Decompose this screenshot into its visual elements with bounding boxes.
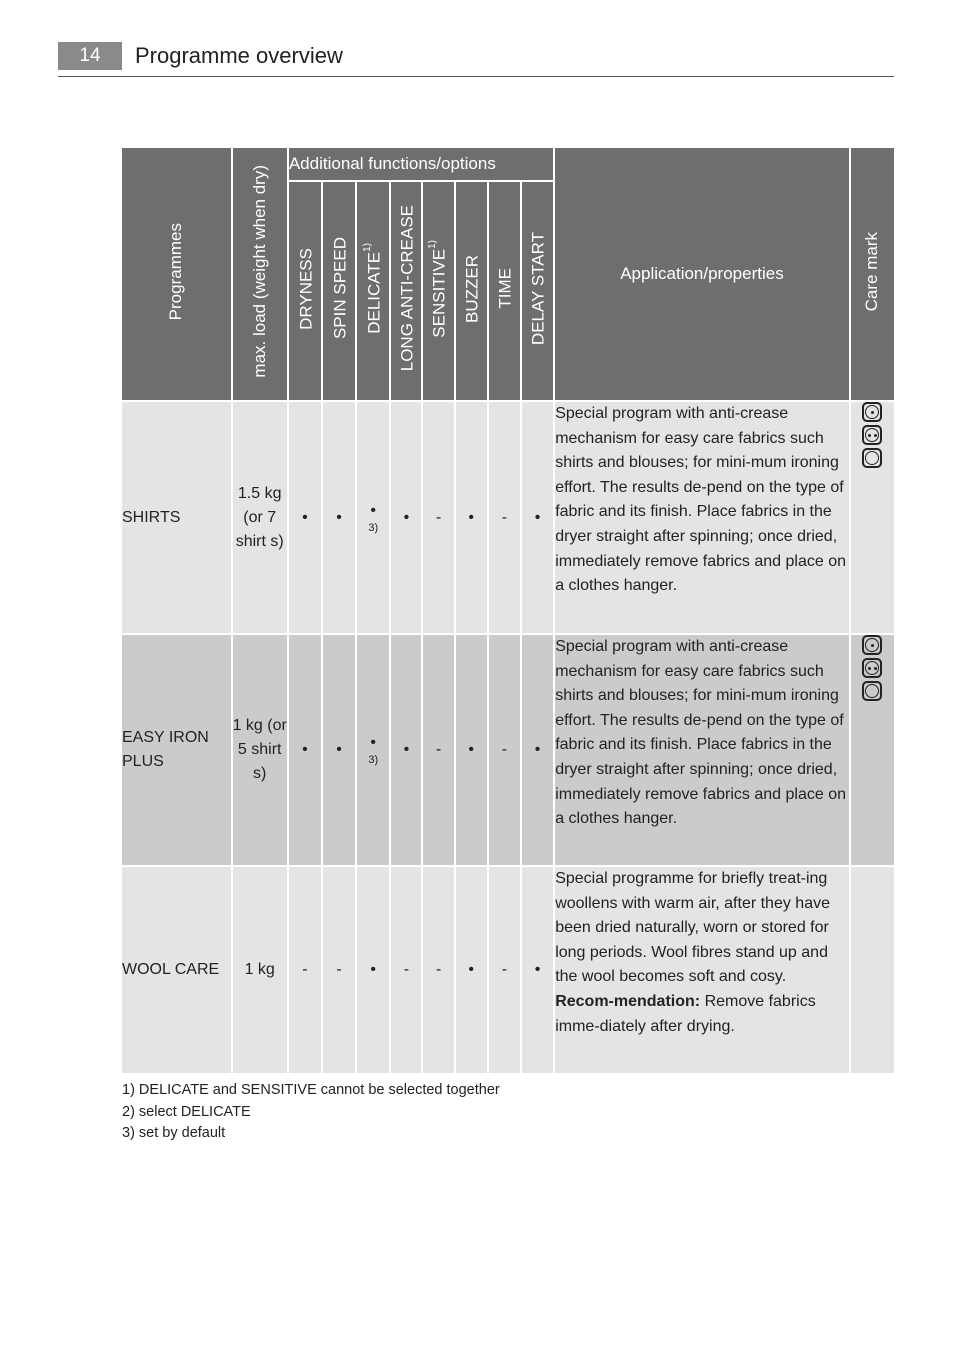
footnote-ref: 3) (368, 754, 379, 766)
tumble-dry-icon (862, 681, 882, 701)
application-text: Special program with anti-crease mechanism for easy care fabrics such shirts and blouses; for mini-mum ironing effort. The results de-pend on the type of fabric and its finish. Place fabrics in the dryer straight after spinning; once dried, immediately remove fabrics and place on a clothes hanger. (555, 635, 849, 865)
max-load-value: 1 kg (233, 867, 287, 1073)
mark-spin-speed: • (323, 402, 355, 633)
page-title: Programme overview (135, 43, 343, 68)
table-row (122, 402, 894, 633)
recommendation-label: Recom-mendation: (555, 992, 701, 1010)
max-load-value: 1.5 kg (or 7 shirt s) (233, 402, 287, 633)
mark-time: - (489, 867, 520, 1073)
care-mark-cell (851, 635, 894, 865)
mark-dryness: • (289, 402, 321, 633)
tumble-dry-icon (862, 448, 882, 468)
table-row (122, 635, 894, 865)
header-sensitive: SENSITIVE$^{1)}$ (423, 182, 453, 400)
care-mark-cell (851, 402, 894, 633)
mark-delay-start: • (522, 402, 553, 633)
mark-sensitive: - (423, 867, 453, 1073)
header-buzzer: BUZZER (456, 182, 487, 400)
max-load-value: 1 kg (or 5 shirt s) (233, 635, 287, 865)
header-long-anti-crease: LONG ANTI-CREASE (391, 182, 421, 400)
mark-long-anti-crease: • (391, 402, 421, 633)
mark-buzzer: • (456, 867, 487, 1073)
programme-table (120, 146, 896, 1075)
tumble-dry-normal-icon (862, 658, 882, 678)
mark-delicate: • 3) (357, 402, 389, 633)
application-text: Special program with anti-crease mechanism for easy care fabrics such shirts and blouses; for mini-mum ironing effort. The results de-pend on the type of fabric and its finish. Place fabrics in the dryer straight after spinning; once dried, immediately remove fabrics and place on a clothes hanger. (555, 402, 849, 633)
page-header (58, 40, 894, 77)
tumble-dry-low-icon (862, 402, 882, 422)
header-programmes: Programmes (122, 148, 231, 400)
mark-delay-start: • (522, 635, 553, 865)
mark-spin-speed: - (323, 867, 355, 1073)
header-spin-speed: SPIN SPEED (323, 182, 355, 400)
mark-sensitive: - (423, 402, 453, 633)
care-mark-cell (851, 867, 894, 1073)
programme-name: WOOL CARE (122, 867, 231, 1073)
mark-delicate: • (357, 867, 389, 1073)
mark-sensitive: - (423, 635, 453, 865)
programme-name: EASY IRON PLUS (122, 635, 231, 865)
mark-delay-start: • (522, 867, 553, 1073)
header-delicate: DELICATE$^{1)}$ (357, 182, 389, 400)
footnote: 2) select DELICATE (122, 1103, 251, 1120)
mark-dryness: - (289, 867, 321, 1073)
table-row (122, 867, 894, 1073)
footnotes (122, 1080, 500, 1145)
mark-long-anti-crease: - (391, 867, 421, 1073)
footnote-ref: 3) (368, 521, 379, 534)
mark-long-anti-crease: • (391, 635, 421, 865)
header-dryness: DRYNESS (289, 182, 321, 400)
programme-name: SHIRTS (122, 402, 231, 633)
header-delay-start: DELAY START (522, 182, 553, 400)
mark-dryness: • (289, 635, 321, 865)
page-number: 14 (58, 42, 122, 70)
header-max-load: max. load (weight when dry) (233, 148, 287, 400)
header-additional-functions: Additional functions/options (289, 148, 553, 180)
footnote: 3) set by default (122, 1125, 226, 1141)
mark-spin-speed: • (323, 635, 355, 865)
application-text: Special programme for briefly treat-ing woollens with warm air, after they have been dried naturally, worn or stored for long periods. Wool fibres stand up and the wool becomes soft and cosy. Recom-mendation: Remove fabrics imme-diately after drying. (555, 867, 849, 1073)
mark-buzzer: • (456, 402, 487, 633)
mark-delicate: • 3) (357, 635, 389, 865)
mark-time: - (489, 635, 520, 865)
tumble-dry-normal-icon (862, 425, 882, 445)
header-care-mark: Care mark (851, 148, 894, 400)
mark-buzzer: • (456, 635, 487, 865)
mark-time: - (489, 402, 520, 633)
footnote: 1) DELICATE and SENSITIVE cannot be selected together (122, 1082, 500, 1098)
tumble-dry-low-icon (862, 635, 882, 655)
header-time: TIME (489, 182, 520, 400)
header-application: Application/properties (555, 148, 849, 400)
